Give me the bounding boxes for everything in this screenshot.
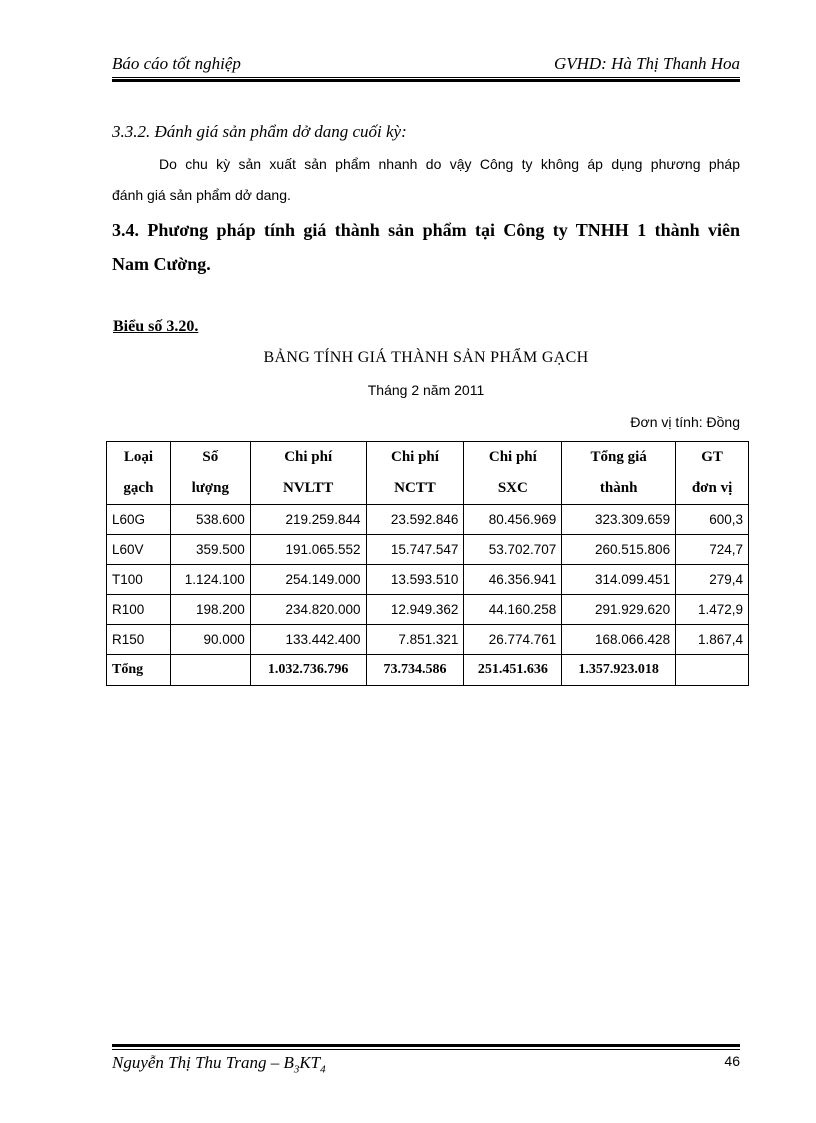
table-cell: 15.747.547 xyxy=(366,535,464,565)
footer-rule-thin xyxy=(112,1049,740,1050)
table-cell: 198.200 xyxy=(170,595,250,625)
table-cell: 254.149.000 xyxy=(250,565,366,595)
section-34-heading-line2: Nam Cường. xyxy=(112,254,211,274)
table-number-label: Biểu số 3.20. xyxy=(113,318,199,335)
table-cell: 219.259.844 xyxy=(250,505,366,535)
header-cell: Loại gạch xyxy=(107,442,171,505)
table-row xyxy=(107,535,749,565)
table-subtitle: Tháng 2 năm 2011 xyxy=(367,382,485,398)
table-cell: 279,4 xyxy=(676,565,749,595)
header-rule-thin xyxy=(112,77,740,78)
table-title: BẢNG TÍNH GIÁ THÀNH SẢN PHẨM GẠCH xyxy=(263,349,589,366)
header-cell: GT đơn vị xyxy=(676,442,749,505)
table-cell: 314.099.451 xyxy=(562,565,676,595)
table-unit-note: Đơn vị tính: Đồng xyxy=(630,414,740,430)
header-cell: Chi phí SXC xyxy=(464,442,562,505)
table-cell: 53.702.707 xyxy=(464,535,562,565)
table-cell: 46.356.941 xyxy=(464,565,562,595)
cost-table xyxy=(106,441,749,686)
table-cell: 7.851.321 xyxy=(366,625,464,655)
table-cell: 44.160.258 xyxy=(464,595,562,625)
table-row xyxy=(107,565,749,595)
table-cell: L60V xyxy=(107,535,171,565)
total-cell: 1.032.736.796 xyxy=(250,655,366,686)
table-cell: 538.600 xyxy=(170,505,250,535)
table-cell: 26.774.761 xyxy=(464,625,562,655)
page-number: 46 xyxy=(724,1053,740,1069)
total-cell: 251.451.636 xyxy=(464,655,562,686)
table-cell: 724,7 xyxy=(676,535,749,565)
table-cell: 291.929.620 xyxy=(562,595,676,625)
table-cell: R100 xyxy=(107,595,171,625)
section-332-heading: 3.3.2. Đánh giá sản phẩm dở dang cuối kỳ: xyxy=(112,122,407,141)
footer-rule-thick xyxy=(112,1044,740,1047)
section-332-paragraph-line1: Do chu kỳ sản xuất sản phẩm nhanh do vậy Công ty không áp dụng phương pháp xyxy=(159,156,740,172)
table-cell: 168.066.428 xyxy=(562,625,676,655)
table-row xyxy=(107,595,749,625)
table-cell: 23.592.846 xyxy=(366,505,464,535)
header-cell: Chi phí NVLTT xyxy=(250,442,366,505)
table-header-row xyxy=(107,442,749,505)
table-cell: 1.867,4 xyxy=(676,625,749,655)
table-cell: 1.124.100 xyxy=(170,565,250,595)
section-332-paragraph-line2: đánh giá sản phẩm dở dang. xyxy=(112,187,291,203)
total-cell: 1.357.923.018 xyxy=(562,655,676,686)
table-cell: 191.065.552 xyxy=(250,535,366,565)
table-cell: 1.472,9 xyxy=(676,595,749,625)
table-cell: 260.515.806 xyxy=(562,535,676,565)
table-row xyxy=(107,505,749,535)
header-cell: Số lượng xyxy=(170,442,250,505)
header-cell: Tổng giá thành xyxy=(562,442,676,505)
total-cell: 73.734.586 xyxy=(366,655,464,686)
total-cell xyxy=(676,655,749,686)
header-supervisor: GVHD: Hà Thị Thanh Hoa xyxy=(553,54,740,73)
page-header xyxy=(112,52,740,76)
footer-author: Nguyễn Thị Thu Trang – $B_3KT_4$ xyxy=(112,1053,326,1076)
table-cell: 323.309.659 xyxy=(562,505,676,535)
table-total-row xyxy=(107,655,749,686)
section-34-heading-line1: 3.4. Phương pháp tính giá thành sản phẩm tại Công ty TNHH 1 thành viên xyxy=(112,220,740,240)
table-cell: 234.820.000 xyxy=(250,595,366,625)
table-cell: 12.949.362 xyxy=(366,595,464,625)
total-cell: Tổng xyxy=(107,655,171,686)
header-rule-thick xyxy=(112,79,740,82)
table-row xyxy=(107,625,749,655)
table-cell: L60G xyxy=(107,505,171,535)
table-cell: 133.442.400 xyxy=(250,625,366,655)
table-cell: T100 xyxy=(107,565,171,595)
page-footer xyxy=(112,1053,740,1075)
table-cell: 359.500 xyxy=(170,535,250,565)
header-report-title: Báo cáo tốt nghiệp xyxy=(112,54,241,73)
header-cell: Chi phí NCTT xyxy=(366,442,464,505)
table-cell: 90.000 xyxy=(170,625,250,655)
table-cell: R150 xyxy=(107,625,171,655)
table-cell: 80.456.969 xyxy=(464,505,562,535)
total-cell xyxy=(170,655,250,686)
table-cell: 600,3 xyxy=(676,505,749,535)
table-cell: 13.593.510 xyxy=(366,565,464,595)
